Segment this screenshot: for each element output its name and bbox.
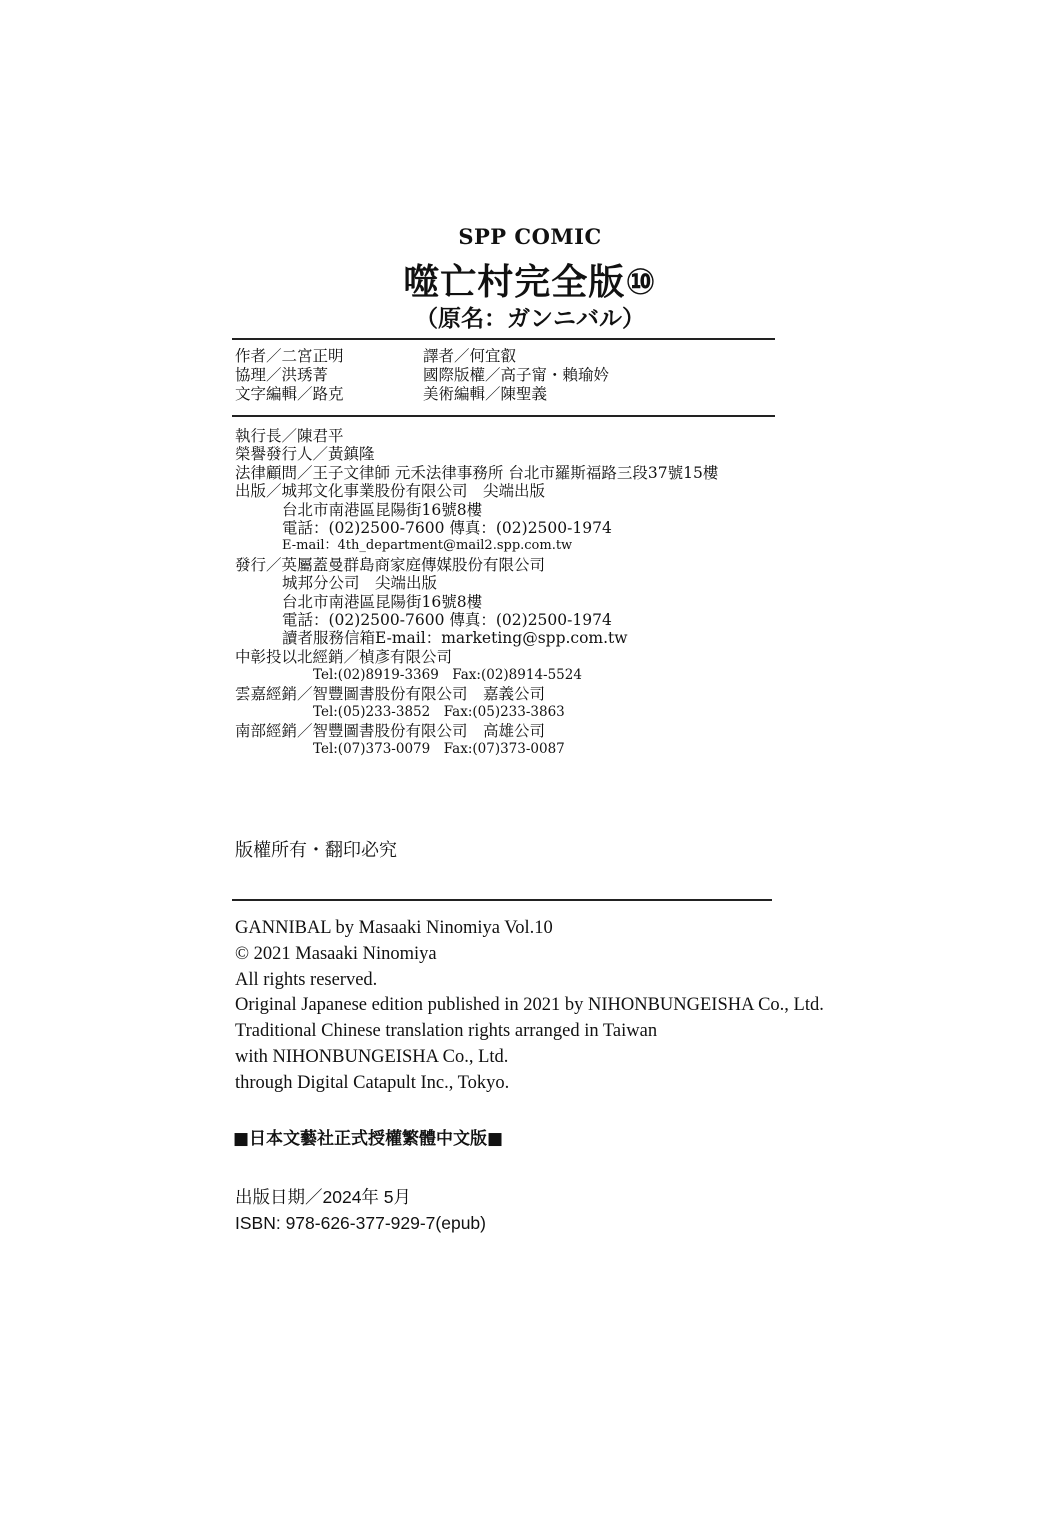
- north-distributor-contact: Tel:(02)8919-3369 Fax:(02)8914-5524: [313, 667, 582, 684]
- south-distributor-line: 南部經銷／智豐圖書股份有限公司 高雄公司: [235, 721, 546, 740]
- distributor-branch: 城邦分公司 尖端出版: [282, 574, 438, 593]
- chiayi-distributor-line: 雲嘉經銷／智豐圖書股份有限公司 嘉義公司: [235, 684, 546, 703]
- english-line: with NIHONBUNGEISHA Co., Ltd.: [235, 1046, 509, 1067]
- credit-translator: 譯者／何宜叡: [423, 347, 517, 365]
- ceo-line: 執行長／陳君平: [235, 427, 344, 445]
- authorization-notice: ■日本文藝社正式授權繁體中文版■: [233, 1129, 504, 1149]
- honorary-publisher-line: 榮譽發行人／黃鎮隆: [235, 445, 375, 464]
- copyright-notice: 版權所有・翻印必究: [235, 840, 397, 861]
- distributor-line: 發行／英屬蓋曼群島商家庭傳媒股份有限公司: [235, 555, 546, 574]
- north-distributor-line: 中彰投以北經銷／楨彥有限公司: [235, 647, 453, 666]
- english-line: Original Japanese edition published in 2021 by NIHONBUNGEISHA Co., Ltd.: [235, 995, 824, 1016]
- brand-label: SPP COMIC: [458, 224, 602, 249]
- distributor-email: 讀者服務信箱E-mail：marketing@spp.com.tw: [282, 629, 628, 648]
- publisher-line: 出版／城邦文化事業股份有限公司 尖端出版: [235, 482, 546, 501]
- publication-date: 出版日期／2024年 5月: [235, 1187, 412, 1207]
- english-line: All rights reserved.: [235, 969, 378, 990]
- publisher-phone: 電話：(02)2500-7600 傳真：(02)2500-1974: [282, 519, 612, 538]
- divider-middle: [232, 415, 775, 417]
- chiayi-distributor-contact: Tel:(05)233-3852 Fax:(05)233-3863: [313, 704, 565, 721]
- distributor-address: 台北市南港區昆陽街16號8樓: [282, 592, 483, 611]
- book-title: 噬亡村完全版⑩: [403, 262, 657, 303]
- english-line: GANNIBAL by Masaaki Ninomiya Vol.10: [235, 918, 553, 938]
- distributor-phone: 電話：(02)2500-7600 傳真：(02)2500-1974: [282, 611, 612, 630]
- publication-info: [235, 1184, 486, 1236]
- credit-international-rights: 國際版權／高子甯・賴瑜妗: [423, 366, 610, 384]
- english-line: © 2021 Masaaki Ninomiya: [235, 943, 437, 964]
- isbn: ISBN: 978-626-377-929-7(epub): [235, 1213, 486, 1233]
- original-title: （原名：ガンニバル）: [415, 305, 645, 332]
- english-line: Traditional Chinese translation rights arranged in Taiwan: [235, 1021, 658, 1042]
- divider-bottom: [232, 899, 772, 901]
- credits-right: [423, 347, 609, 404]
- legal-advisor-line: 法律顧問／王子文律師 元禾法律事務所 台北市羅斯福路三段37號15樓: [235, 463, 719, 482]
- credit-assistant-manager: 協理／洪琇菁: [235, 366, 329, 384]
- publisher-info: [235, 427, 718, 758]
- divider-top: [232, 338, 775, 340]
- publisher-address: 台北市南港區昆陽街16號8樓: [282, 500, 483, 519]
- english-copyright-block: [235, 916, 824, 1097]
- credit-text-editor: 文字編輯／路克: [235, 385, 344, 403]
- english-line: through Digital Catapult Inc., Tokyo.: [235, 1072, 510, 1093]
- credits-left: [235, 347, 344, 404]
- south-distributor-contact: Tel:(07)373-0079 Fax:(07)373-0087: [313, 740, 565, 757]
- credit-author: 作者／二宮正明: [235, 347, 344, 365]
- publisher-email: E-mail：4th_department@mail2.spp.com.tw: [282, 538, 573, 554]
- credit-art-editor: 美術編輯／陳聖義: [423, 385, 548, 403]
